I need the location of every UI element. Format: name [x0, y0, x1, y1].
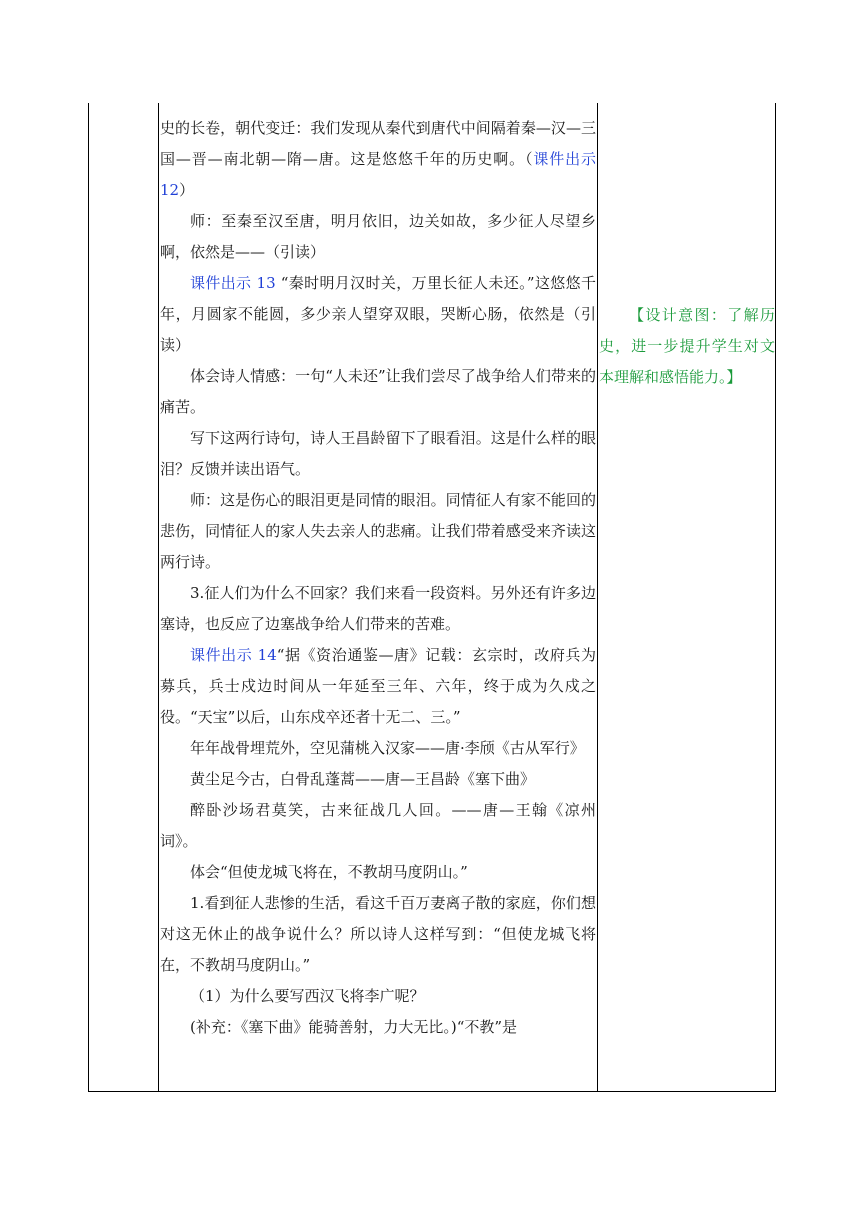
- poem-quote-2: 黄尘足今古，白骨乱蓬蒿——唐—王昌龄《塞下曲》: [190, 770, 536, 788]
- paragraph-subquestion-1: （1）为什么要写西汉飞将李广呢？: [190, 987, 425, 1005]
- design-intent-column: [599, 300, 775, 393]
- paragraph-tears: 写下这两行诗句，诗人王昌龄留下了眼看泪。这是什么样的眼泪？反馈并读出语气。: [160, 429, 596, 478]
- courseware-ref-14: 课件出示 14: [190, 646, 277, 664]
- courseware-ref-12: 课件出示 12: [160, 150, 596, 199]
- paragraph-question-1: 1.看到征人悲惨的生活，看这千百万妻离子散的家庭，你们想对这无休止的战争说什么？所以诗人这样写到：“但使龙城飞将在，不教胡马度阴山。”: [160, 894, 596, 974]
- teaching-process-column: [160, 113, 596, 1043]
- paragraph-supplement: (补充：《塞下曲》能骑善射，力大无比。)“不教”是: [190, 1018, 518, 1036]
- paragraph-courseware-14: 课件出示 14“据《资治通鉴—唐》记载：玄宗时，改府兵为募兵，兵士戍边时间从一年延至三年、六年，终于成为久戍之役。“天宝”以后，山东戍卒还者十无二、三。”: [160, 646, 596, 726]
- poem-quote-3: 醉卧沙场君莫笑，古来征战几人回。——唐—王翰《凉州词》。: [160, 801, 596, 850]
- paragraph-courseware-13: 课件出示 13 “秦时明月汉时关，万里长征人未还。”这悠悠千年，月圆家不能圆，多少亲人望穿双眼，哭断心肠，依然是（引读）: [160, 274, 596, 354]
- design-intent-note: 【设计意图：了解历史，进一步提升学生对文本理解和感悟能力。】: [599, 306, 775, 386]
- table-border-bottom: [88, 1091, 776, 1092]
- paragraph-teacher-1: 师：至秦至汉至唐，明月依旧，边关如故，多少征人尽望乡啊，依然是——（引读）: [160, 212, 596, 261]
- paragraph-appreciate: 体会“但使龙城飞将在，不教胡马度阴山。”: [190, 863, 468, 881]
- table-border-left: [88, 103, 89, 1092]
- poem-quote-1: 年年战骨埋荒外，空见蒲桃入汉家——唐·李颀《古从军行》: [190, 739, 585, 757]
- paragraph-question-3: 3.征人们为什么不回家？我们来看一段资料。另外还有许多边塞诗，也反应了边塞战争给人们带来的苦难。: [160, 584, 596, 633]
- lesson-table: [88, 103, 776, 1092]
- paragraph-emotion: 体会诗人情感：一句“人未还”让我们尝尽了战争给人们带来的痛苦。: [160, 367, 596, 416]
- courseware-ref-13: 课件出示 13: [190, 274, 276, 292]
- table-column-divider-2: [597, 103, 598, 1092]
- table-border-right: [775, 103, 776, 1092]
- paragraph-history: 史的长卷，朝代变迁：我们发现从秦代到唐代中间隔着秦—汉—三国—晋—南北朝—隋—唐。这是悠悠千年的历史啊。（课件出示 12）: [160, 119, 596, 199]
- paragraph-teacher-2: 师：这是伤心的眼泪更是同情的眼泪。同情征人有家不能回的悲伤，同情征人的家人失去亲人的悲痛。让我们带着感受来齐读这两行诗。: [160, 491, 596, 571]
- table-column-divider-1: [158, 103, 159, 1092]
